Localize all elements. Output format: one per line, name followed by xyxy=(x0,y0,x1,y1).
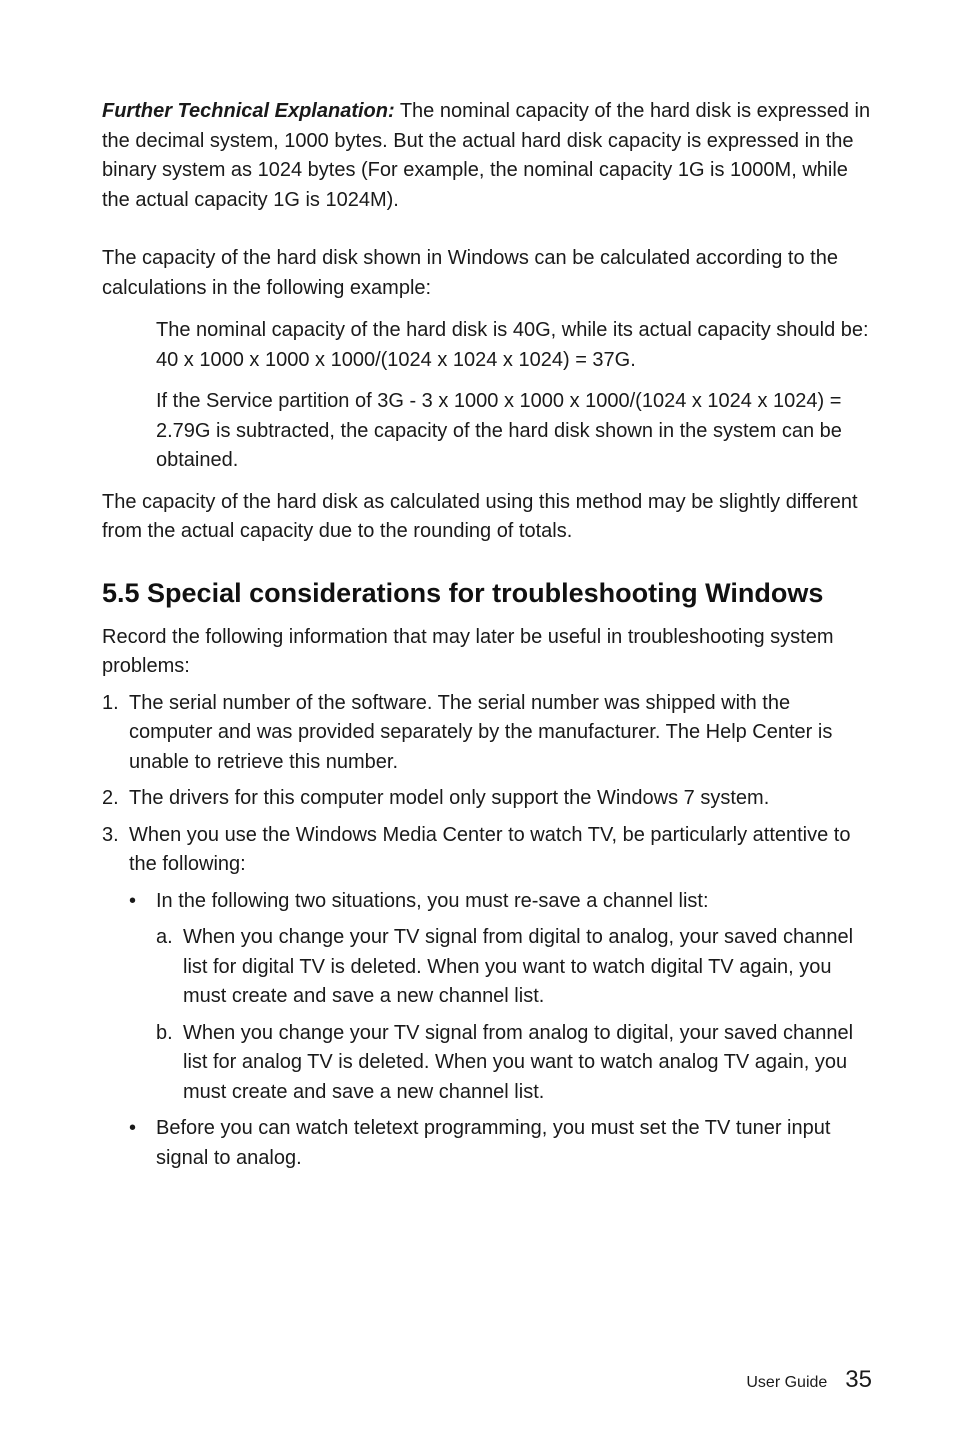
example-nominal-capacity: The nominal capacity of the hard disk is 40G, while its actual capacity should be: 40 x 1000 x 1000 x 1000/(1024 x 1024 x 1024) = 37G. xyxy=(156,319,869,371)
list-item xyxy=(102,821,874,1174)
example-service-partition: If the Service partition of 3G - 3 x 1000 x 1000 x 1000/(1024 x 1024 x 1024) = 2.79G is subtracted, the capacity of the hard disk shown in the system can be obtained. xyxy=(156,390,842,471)
footer-label: User Guide xyxy=(746,1374,828,1391)
list-item xyxy=(102,784,874,814)
list-item-text: When you use the Windows Media Center to watch TV, be particularly attentive to the following: xyxy=(129,823,851,875)
section-intro-paragraph: Record the following information that may later be useful in troubleshooting system problems: xyxy=(102,625,834,677)
bullet-item-text: Before you can watch teletext programming, you must set the TV tuner input signal to analog. xyxy=(156,1117,831,1169)
rounding-note-paragraph: The capacity of the hard disk as calculated using this method may be slightly different from the actual capacity due to the rounding of totals. xyxy=(102,490,858,542)
technical-explanation-paragraph xyxy=(102,97,874,215)
page-footer xyxy=(746,1366,872,1394)
list-item-text: The drivers for this computer model only support the Windows 7 system. xyxy=(129,787,770,809)
technical-explanation-text: The nominal capacity of the hard disk is expressed in the decimal system, 1000 bytes. But the actual hard disk capacity is expressed in the binary system as 1024 bytes (For example, the nominal capacity 1G is 1000M, while the actual capacity 1G is 1024M). xyxy=(102,100,871,211)
list-item-text: The serial number of the software. The serial number was shipped with the computer and was provided separately by the manufacturer. The Help Center is unable to retrieve this number. xyxy=(129,691,833,773)
bullet-icon: • xyxy=(129,1117,137,1139)
troubleshooting-list xyxy=(102,689,874,1174)
page-number: 35 xyxy=(845,1366,872,1393)
bullet-item xyxy=(129,887,874,1108)
sub-item xyxy=(156,923,874,1012)
sub-item-text: When you change your TV signal from digital to analog, your saved channel list for digital TV is deleted. When you want to watch digital TV again, you must create and save a new channel list. xyxy=(183,926,854,1007)
sub-item xyxy=(156,1019,874,1108)
sub-list xyxy=(156,923,874,1107)
technical-explanation-label: Further Technical Explanation: xyxy=(102,100,395,122)
list-item xyxy=(102,689,874,778)
list-marker: 1. xyxy=(102,691,119,714)
sub-item-text: When you change your TV signal from analog to digital, your saved channel list for analog TV is deleted. When you want to watch analog TV again, you must create and save a new channel list. xyxy=(183,1021,854,1103)
section-heading: 5.5 Special considerations for troubleshooting Windows xyxy=(102,577,824,608)
bullet-item-text: In the following two situations, you must re-save a channel list: xyxy=(156,889,709,912)
bullet-item xyxy=(129,1114,874,1173)
bullet-icon: • xyxy=(129,889,137,912)
list-marker: 2. xyxy=(102,787,119,809)
calculation-intro-paragraph: The capacity of the hard disk shown in Windows can be calculated according to the calculations in the following example: xyxy=(102,247,838,299)
document-page xyxy=(102,97,874,1180)
bullet-list xyxy=(129,887,874,1174)
sub-marker: a. xyxy=(156,926,173,948)
sub-marker: b. xyxy=(156,1021,173,1044)
list-marker: 3. xyxy=(102,823,119,846)
